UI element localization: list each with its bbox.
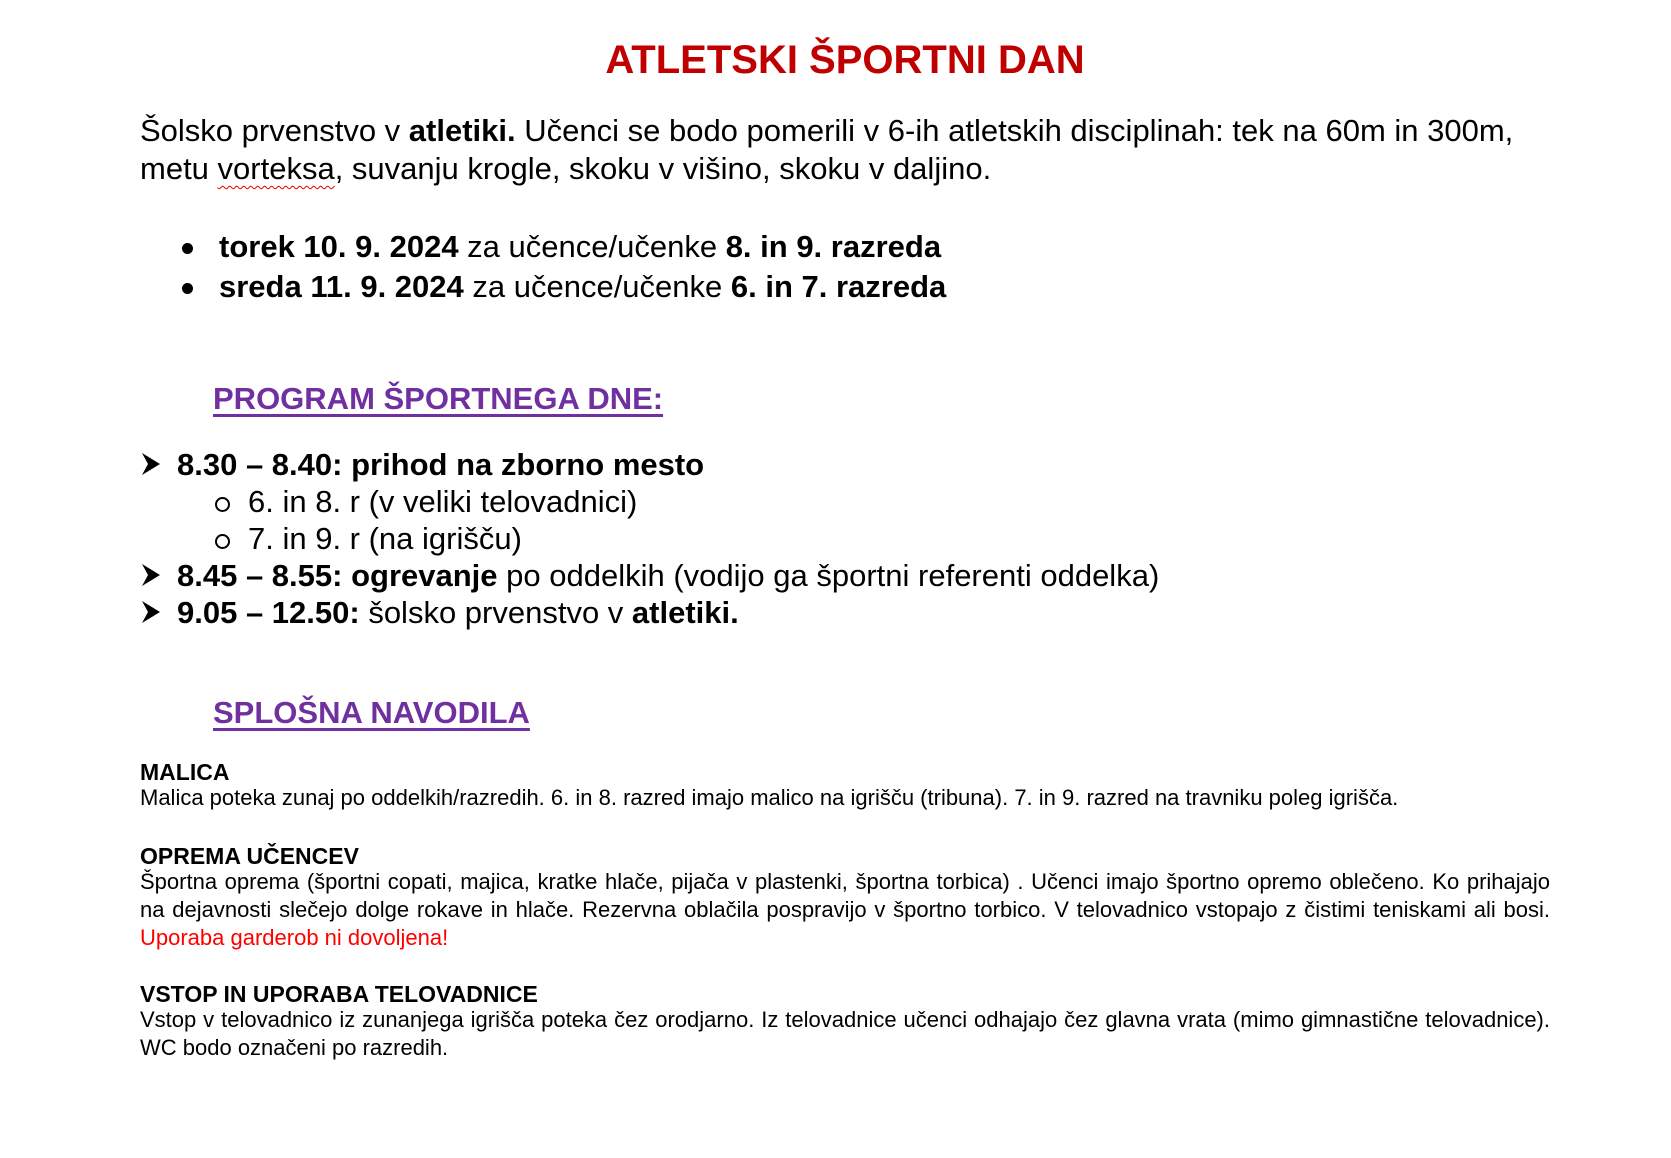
warning-text: Uporaba garderob ni dovoljena! xyxy=(140,925,449,950)
circle-bullet-icon xyxy=(215,497,230,512)
program-heading: PROGRAM ŠPORTNEGA DNE: xyxy=(213,381,664,416)
vstop-title: VSTOP IN UPORABA TELOVADNICE xyxy=(140,981,538,1007)
vstop-text: Vstop v telovadnico iz zunanjega igrišča poteka čez orodjarno. Iz telovadnice učenci odhajajo čez glavna vrata (mimo gimnastične telovadnice). WC bodo označeni po razredih. xyxy=(140,1007,1550,1060)
malica-title: MALICA xyxy=(140,759,230,785)
oprema-text: Športna oprema (športni copati, majica, kratke hlače, pijača v plastenki, športna torbica) . Učenci imajo športno opremo oblečeno. Ko prihajajo na dejavnosti slečejo dolge rokave in hlače. Rezervna oblačila pospravijo v športno torbico. V telovadnico vstopajo z čistimi teniskami ali bosi. Uporaba garderob ni dovoljena! xyxy=(140,869,1550,950)
intro-paragraph: Šolsko prvenstvo v atletiki. Učenci se bodo pomerili v 6-ih atletskih disciplinah: tek na 60m in 300m, metu vorteksa, suvanju krogle, skoku v višino, skoku v daljino. xyxy=(140,113,1514,186)
oprema-title: OPREMA UČENCEV xyxy=(140,843,359,869)
page-title: ATLETSKI ŠPORTNI DAN xyxy=(605,38,1085,82)
arrow-bullet-icon xyxy=(140,451,162,477)
bullet-dot-icon xyxy=(182,243,193,254)
circle-bullet-icon xyxy=(215,534,230,549)
spellcheck-word: vorteksa xyxy=(217,151,335,186)
arrow-bullet-icon xyxy=(140,599,162,625)
arrow-bullet-icon xyxy=(140,562,162,588)
instructions-heading: SPLOŠNA NAVODILA xyxy=(213,695,530,730)
malica-text: Malica poteka zunaj po oddelkih/razredih. 6. in 8. razred imajo malico na igrišču (tribuna). 7. in 9. razred na travniku poleg igrišča. xyxy=(140,785,1399,810)
bullet-dot-icon xyxy=(182,283,193,294)
